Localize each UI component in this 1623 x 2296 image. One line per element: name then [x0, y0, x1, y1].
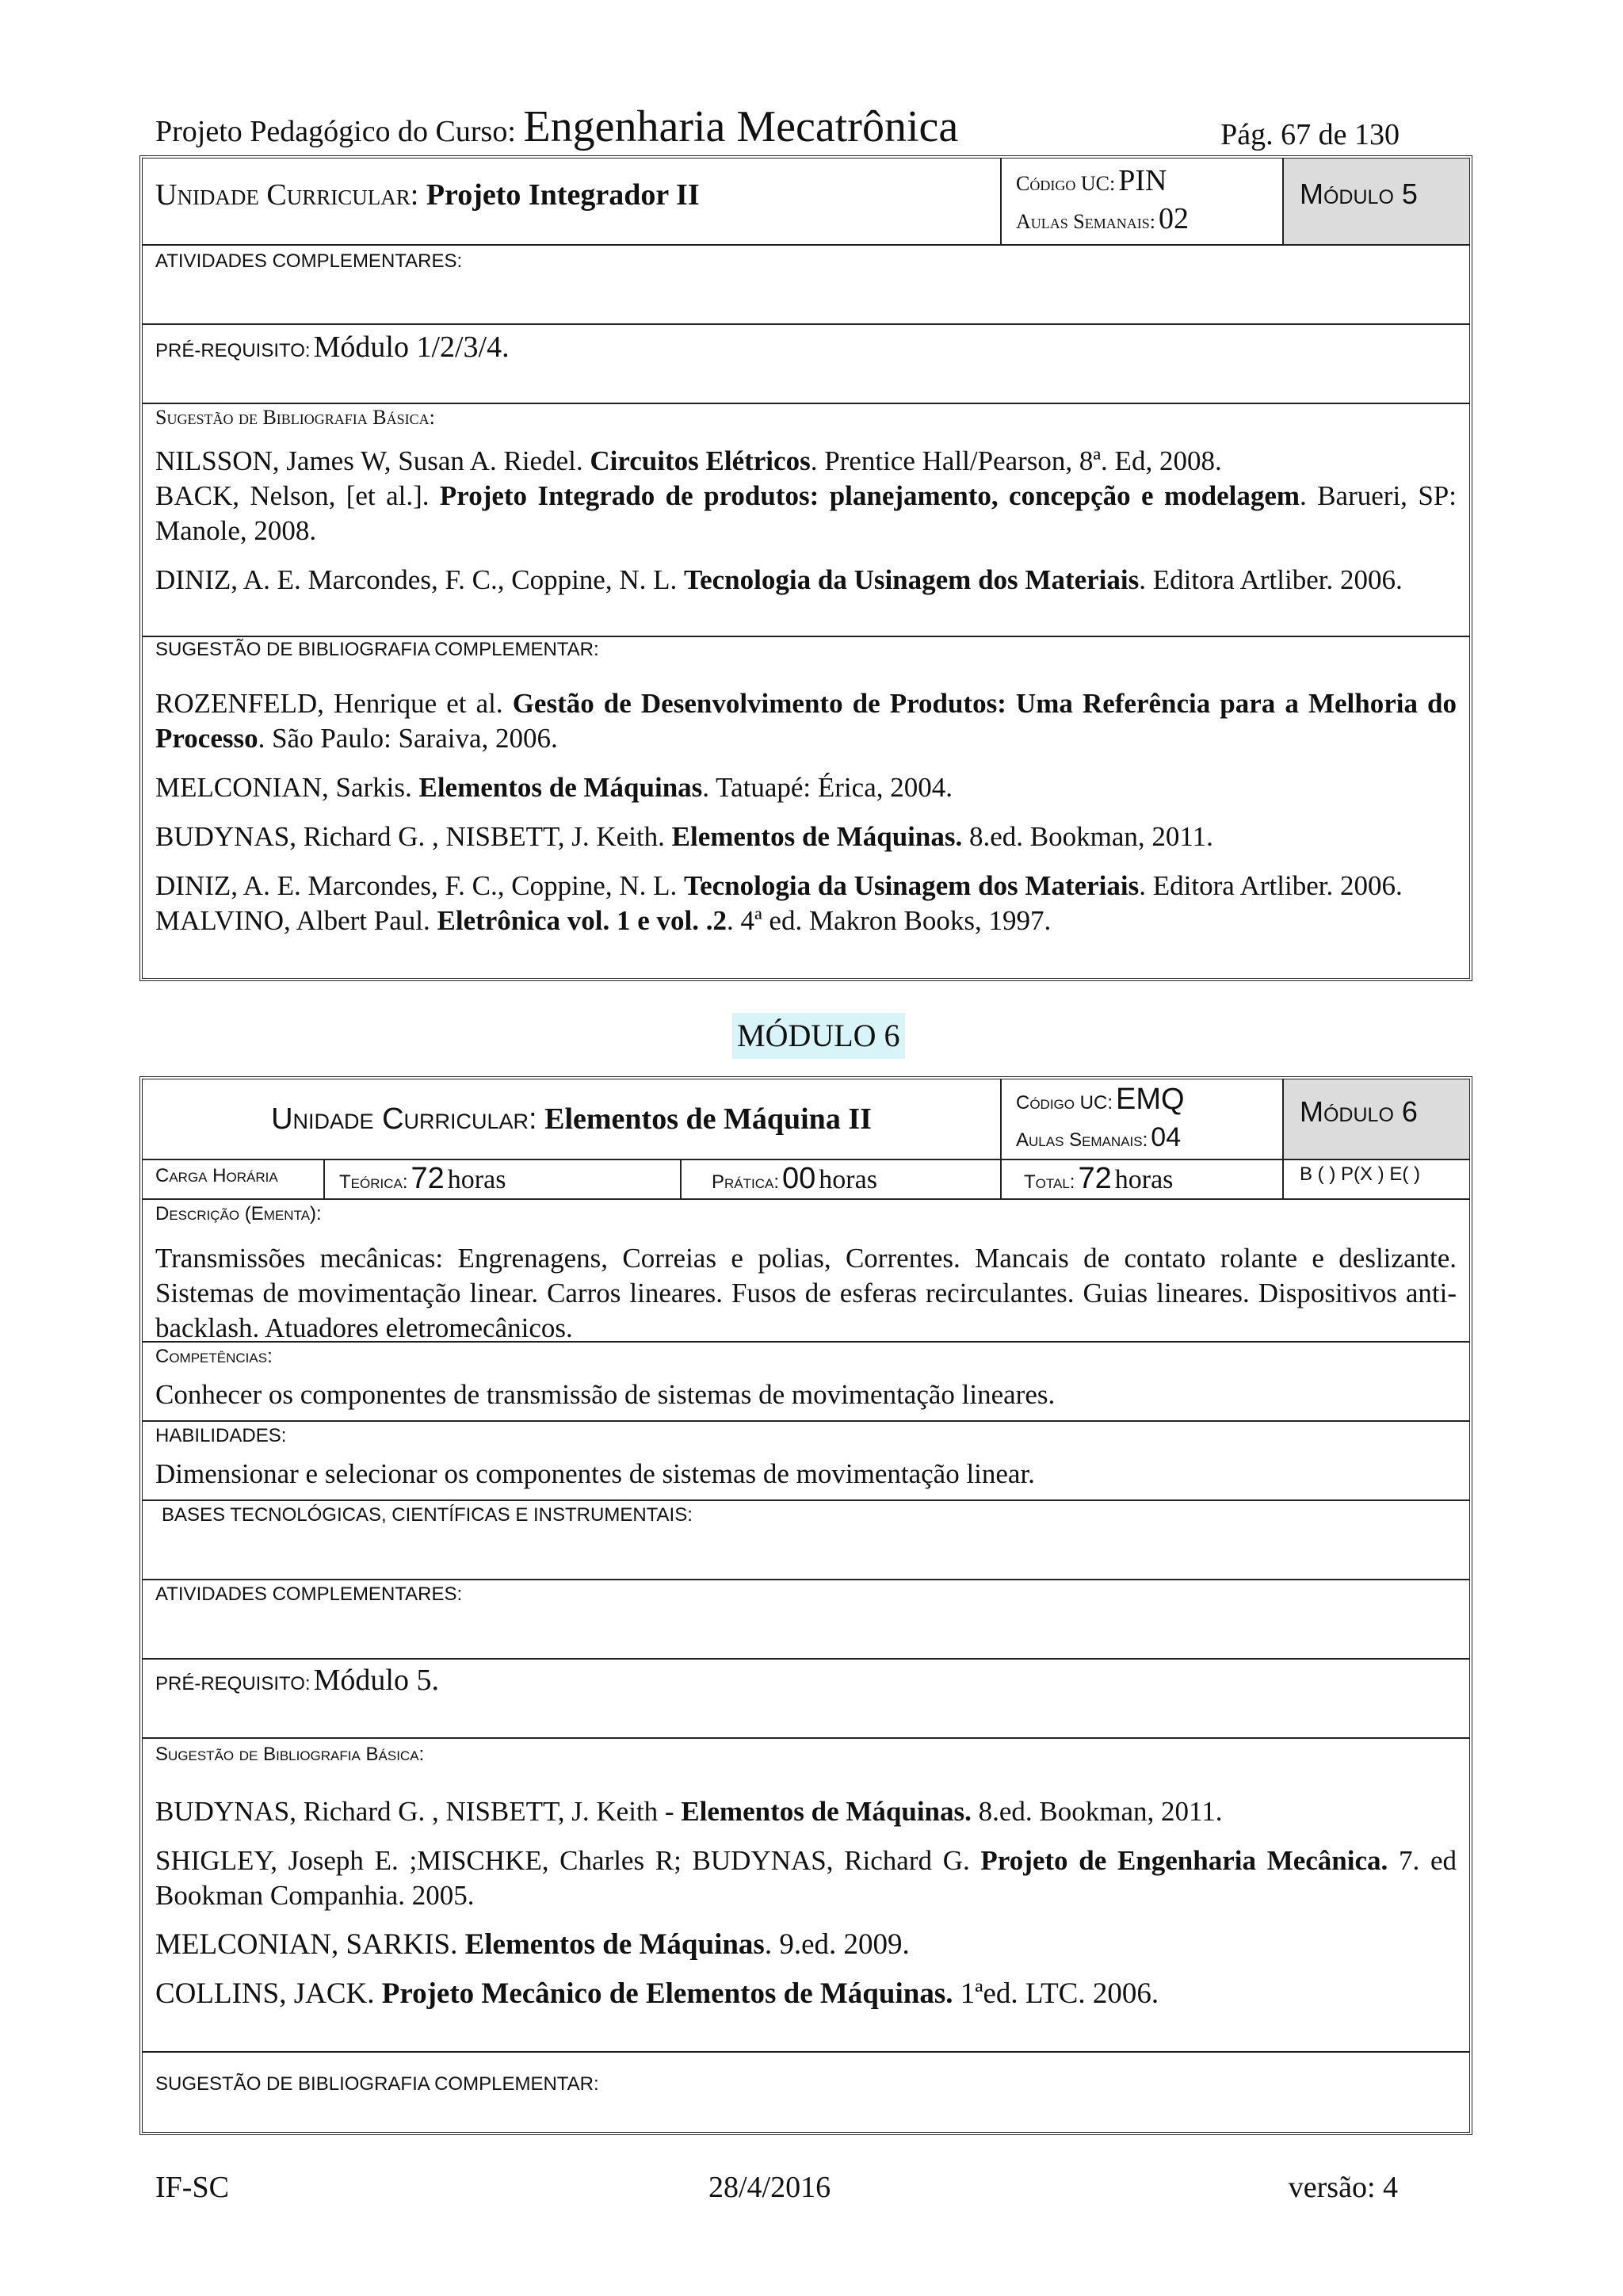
module6-bases-label: BASES TECNOLÓGICAS, CIENTÍFICAS E INSTRUMENTAIS: — [162, 1504, 693, 1526]
module6-aulas-label: Aulas Semanais: — [1016, 1129, 1148, 1151]
header-page-number: Pág. 67 de 130 — [1220, 118, 1400, 151]
module6-pratica-label: Prática: — [712, 1171, 780, 1193]
module6-competencias-label: Competências: — [155, 1346, 273, 1367]
module6-competencias-text: Conhecer os componentes de transmissão de sistemas de movimentação lineares. — [155, 1379, 1056, 1410]
module5-atividades-row — [143, 246, 1469, 325]
module5-modulo-cell — [1282, 159, 1469, 244]
module5-bib-comp-label: SUGESTÃO DE BIBLIOGRAFIA COMPLEMENTAR: — [155, 639, 599, 660]
module6-carga-cell — [143, 1160, 323, 1198]
module5-codigo: PIN — [1118, 164, 1167, 197]
module6-bib-basica-item: SHIGLEY, Joseph E. ;MISCHKE, Charles R; BUDYNAS, Richard G. Projeto de Engenharia Mecânica. 7. ed Bookman Companhia. 2005. — [155, 1845, 1457, 1911]
module6-bib-comp-label: SUGESTÃO DE BIBLIOGRAFIA COMPLEMENTAR: — [155, 2073, 599, 2095]
module6-total-unit: horas — [1114, 1165, 1174, 1194]
module6-uc-label: Unidade Curricular: — [271, 1102, 537, 1136]
module5-bib-basica-item: DINIZ, A. E. Marcondes, F. C., Coppine, N. L. Tecnologia da Usinagem dos Materiais. Editora Artliber. 2006. — [155, 564, 1403, 595]
module5-modulo: Módulo 5 — [1300, 178, 1418, 210]
module6-carga-label: Carga Horária — [155, 1165, 278, 1186]
module5-bib-comp-item: MELCONIAN, Sarkis. Elementos de Máquinas. Tatuapé: Érica, 2004. — [155, 772, 953, 803]
module5-bib-comp-row — [143, 637, 1469, 978]
module6-modulo: Módulo 6 — [1300, 1095, 1418, 1128]
module5-uc-name: Projeto Integrador II — [426, 178, 700, 212]
module6-prereq-row — [143, 1660, 1469, 1739]
module6-bib-comp-row — [143, 2053, 1469, 2132]
module6-code-cell — [1000, 1079, 1282, 1159]
module5-uc-row — [143, 159, 1469, 246]
module6-prereq-label: PRÉ-REQUISITO: — [155, 1673, 311, 1694]
module6-habilidades-text: Dimensionar e selecionar os componentes de sistemas de movimentação linear. — [155, 1458, 1035, 1489]
module6-carga-row — [143, 1160, 1469, 1200]
module6-total-label: Total: — [1024, 1171, 1075, 1193]
module6-descricao-text: Transmissões mecânicas: Engrenagens, Correias e polias, Correntes. Mancais de contato rolante e deslizante. Sistemas de movimentação linear. Carros lineares. Fusos de esferas recirculantes. Guias lineares. Dispositivos anti-backlash. Atuadores eletromecânicos. — [155, 1243, 1457, 1343]
module6-bib-basica-label: Sugestão de Bibliografia Básica: — [155, 1744, 425, 1765]
module6-table — [139, 1076, 1472, 2135]
module6-uc-row — [143, 1079, 1469, 1160]
module5-prereq: Módulo 1/2/3/4. — [313, 330, 510, 364]
module5-bib-comp-item: ROZENFELD, Henrique et al. Gestão de Desenvolvimento de Produtos: Uma Referência para a Melhoria do Processo. São Paulo: Saraiva, 2006. — [155, 688, 1457, 754]
module5-bib-basica-item: BACK, Nelson, [et al.]. Projeto Integrado de produtos: planejamento, concepção e modelagem. Barueri, SP: Manole, 2008. — [155, 480, 1457, 546]
module6-prereq: Módulo 5. — [313, 1664, 439, 1697]
module6-modulo-cell — [1282, 1079, 1469, 1159]
module5-codigo-label: Código UC: — [1016, 172, 1116, 195]
header-course — [155, 101, 958, 152]
header-course-name: Engenharia Mecatrônica — [523, 102, 959, 151]
footer-date: 28/4/2016 — [708, 2171, 831, 2204]
footer-version: versão: 4 — [1288, 2171, 1398, 2204]
module6-descricao-label: Descrição (Ementa): — [155, 1203, 322, 1224]
module5-prereq-label: PRÉ-REQUISITO: — [155, 340, 311, 361]
module6-teorica-cell — [323, 1160, 680, 1198]
module5-bib-comp-item: MALVINO, Albert Paul. Eletrônica vol. 1 e vol. .2. 4ª ed. Makron Books, 1997. — [155, 905, 1052, 936]
module6-bib-basica-item: COLLINS, JACK. Projeto Mecânico de Elementos de Máquinas. 1ªed. LTC. 2006. — [155, 1977, 1159, 2010]
module6-pratica-unit: horas — [819, 1165, 877, 1194]
module6-habilidades-label: HABILIDADES: — [155, 1425, 287, 1446]
module5-bib-basica-item: NILSSON, James W, Susan A. Riedel. Circuitos Elétricos. Prentice Hall/Pearson, 8ª. Ed, 2008. — [155, 445, 1222, 476]
module5-table — [139, 155, 1472, 981]
module6-uc-cell — [143, 1079, 1000, 1159]
module5-uc-label: Unidade Curricular: — [155, 178, 419, 212]
module5-bib-comp-item: DINIZ, A. E. Marcondes, F. C., Coppine, N. L. Tecnologia da Usinagem dos Materiais. Editora Artliber. 2006. — [155, 870, 1403, 901]
module5-prereq-row — [143, 325, 1469, 404]
footer-institution: IF-SC — [155, 2171, 229, 2204]
module6-bib-basica-row — [143, 1739, 1469, 2053]
module5-bib-basica-label: Sugestão de Bibliografia Básica: — [155, 406, 435, 429]
module5-code-cell — [1000, 159, 1282, 244]
module5-uc-cell — [143, 159, 1000, 244]
module6-total-num: 72 — [1078, 1162, 1112, 1195]
module6-bib-basica-item: MELCONIAN, SARKIS. Elementos de Máquinas. 9.ed. 2009. — [155, 1928, 910, 1961]
module6-total-cell — [1000, 1160, 1282, 1198]
module5-bib-basica-row — [143, 404, 1469, 637]
module6-pratica-num: 00 — [782, 1162, 816, 1195]
header-prefix: Projeto Pedagógico do Curso: — [155, 115, 516, 148]
module6-competencias-row — [143, 1343, 1469, 1422]
module6-codigo-label: Código UC: — [1016, 1092, 1113, 1114]
module6-descricao-row — [143, 1200, 1469, 1343]
module6-teorica-label: Teórica: — [339, 1171, 408, 1193]
module6-aulas: 04 — [1151, 1122, 1182, 1152]
module5-atividades-label: ATIVIDADES COMPLEMENTARES: — [155, 250, 463, 272]
module5-aulas: 02 — [1158, 202, 1189, 235]
module6-habilidades-row — [143, 1422, 1469, 1501]
module6-atividades-label: ATIVIDADES COMPLEMENTARES: — [155, 1584, 463, 1605]
module6-tipo: B ( ) P(X ) E( ) — [1300, 1163, 1420, 1185]
module6-teorica-num: 72 — [411, 1162, 445, 1195]
module6-tipo-cell — [1282, 1160, 1469, 1198]
module6-heading: MÓDULO 6 — [732, 1013, 905, 1059]
page-header — [155, 100, 1400, 155]
module6-atividades-row — [143, 1580, 1469, 1660]
module6-teorica-unit: horas — [447, 1165, 506, 1194]
module5-aulas-label: Aulas Semanais: — [1016, 210, 1155, 233]
module5-bib-comp-item: BUDYNAS, Richard G. , NISBETT, J. Keith. Elementos de Máquinas. 8.ed. Bookman, 2011. — [155, 821, 1213, 852]
module6-codigo: EMQ — [1116, 1083, 1185, 1116]
module6-uc-name: Elementos de Máquina II — [544, 1102, 872, 1136]
module6-bib-basica-item: BUDYNAS, Richard G. , NISBETT, J. Keith - Elementos de Máquinas. 8.ed. Bookman, 2011. — [155, 1796, 1223, 1827]
module6-pratica-cell — [680, 1160, 1000, 1198]
module6-bases-row — [143, 1501, 1469, 1580]
